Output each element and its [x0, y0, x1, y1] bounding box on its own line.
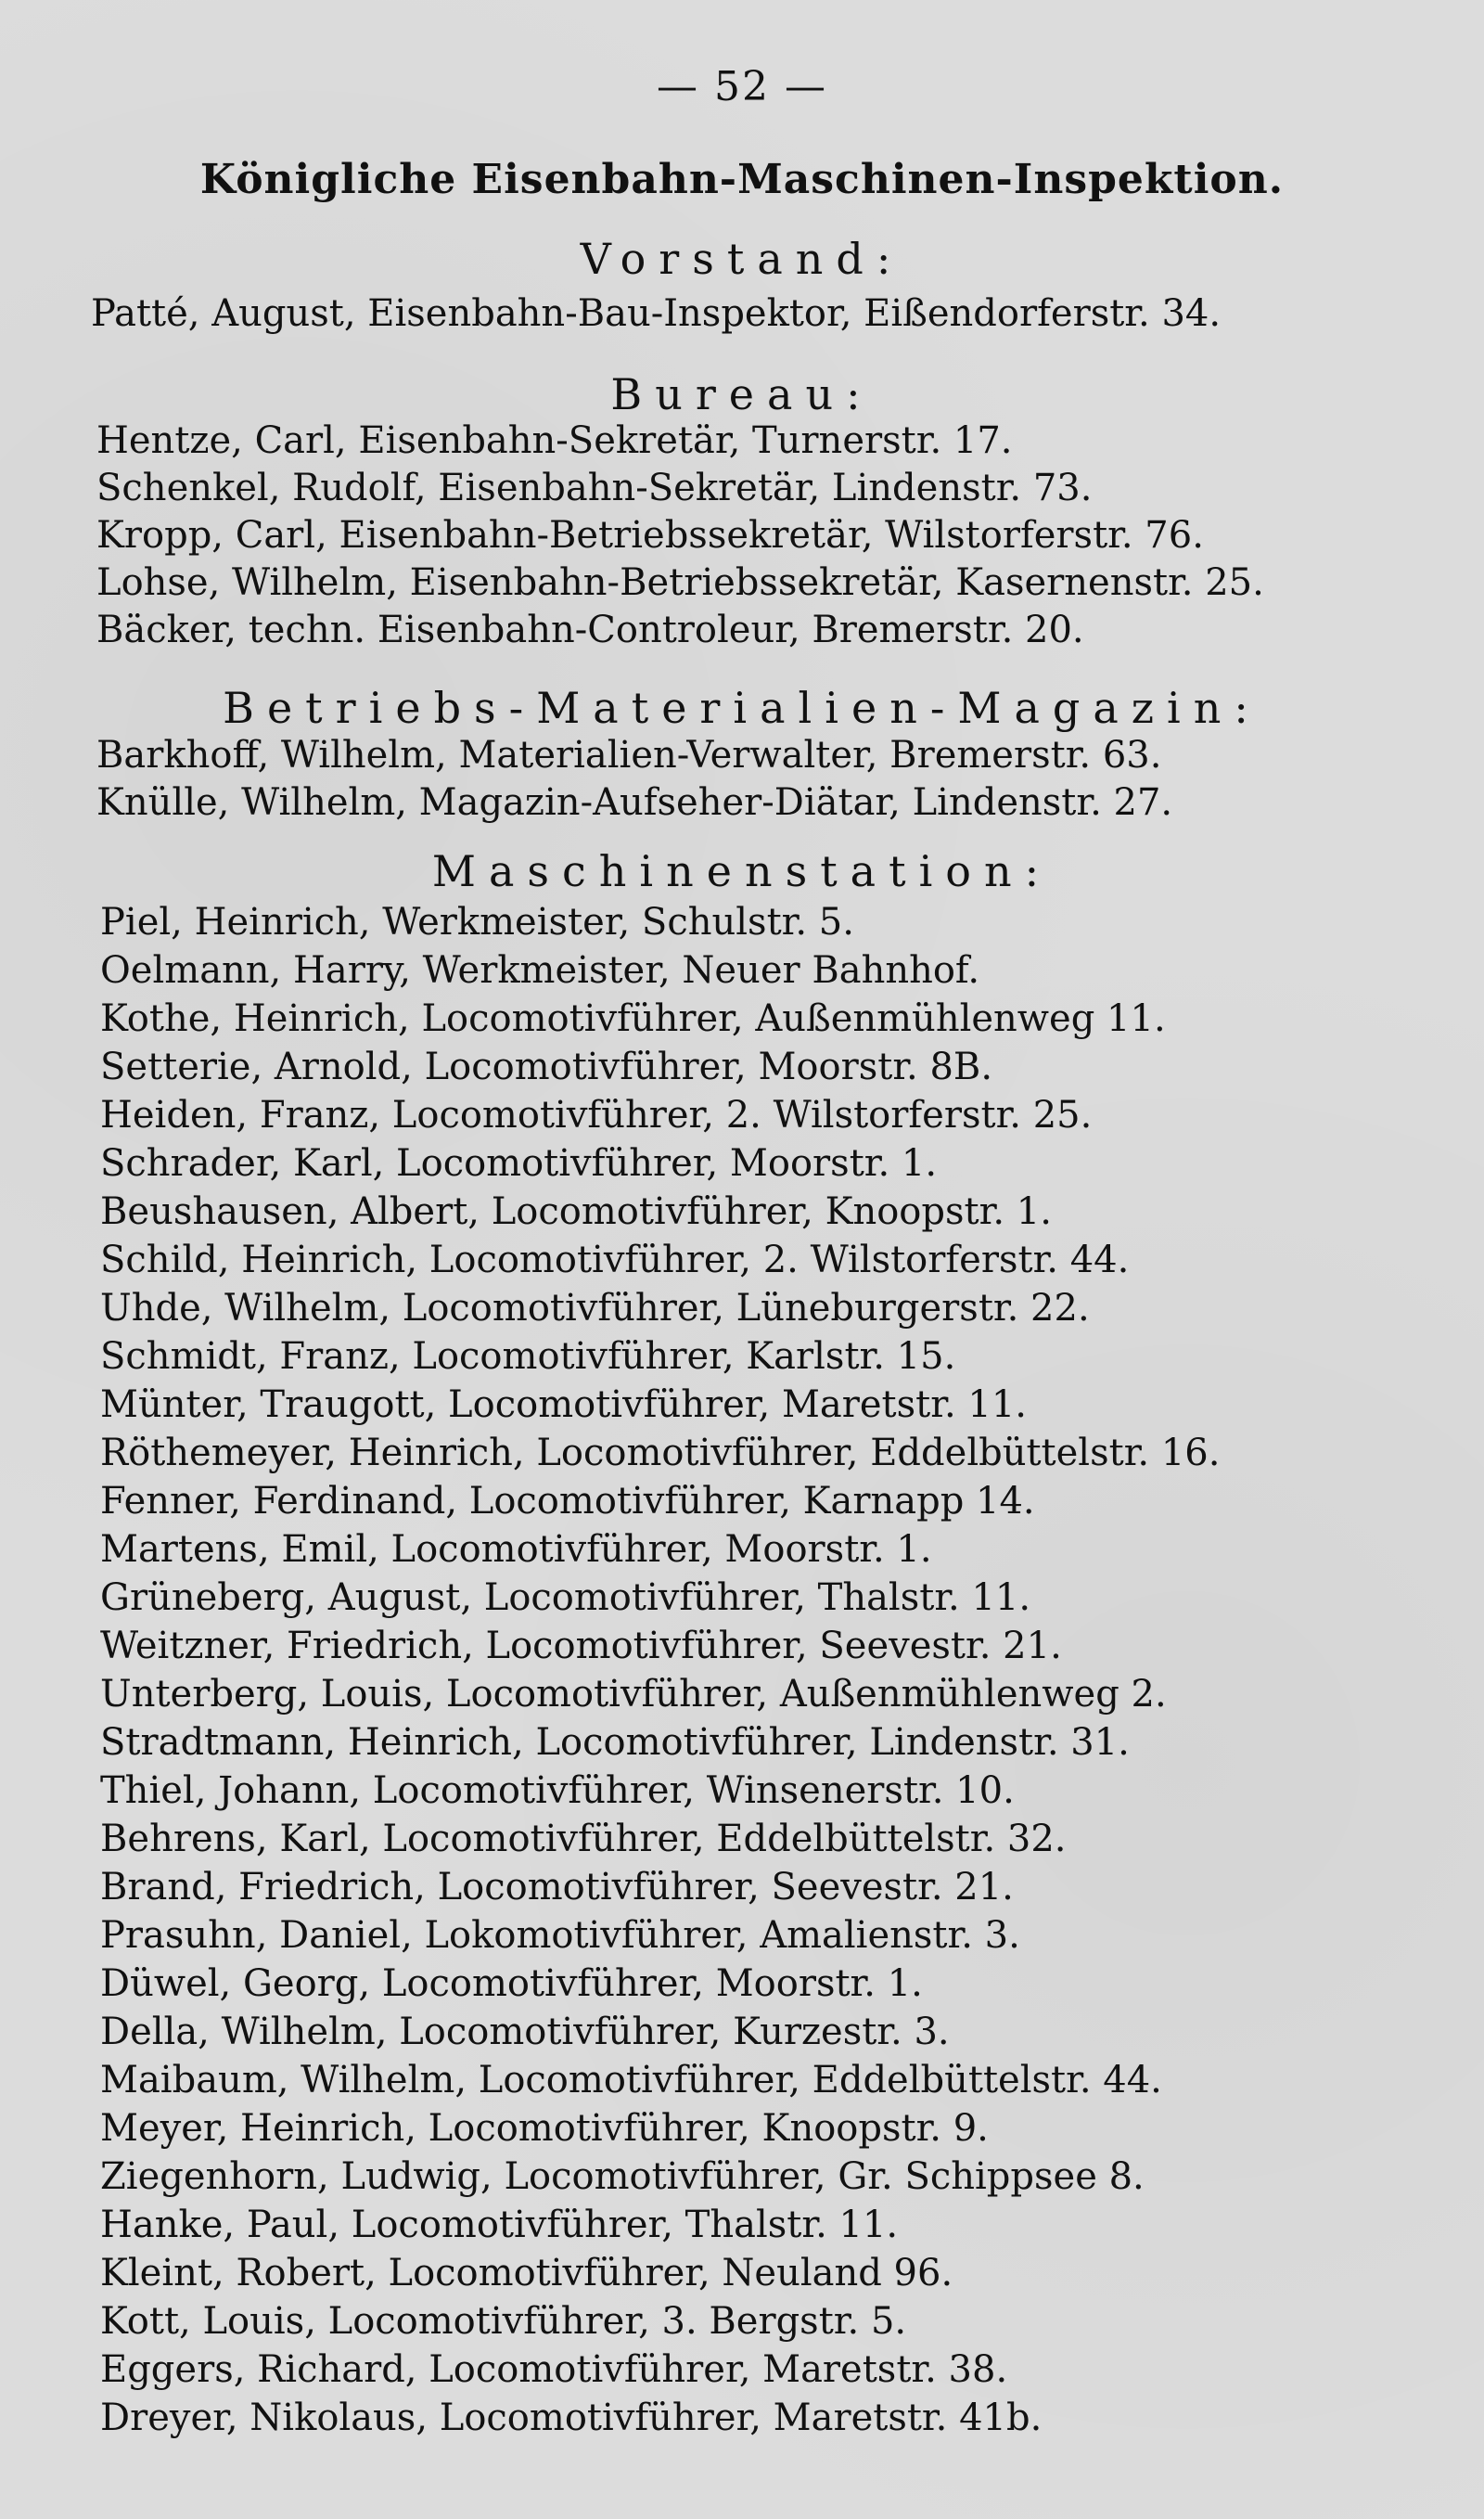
entry-line: Ziegenhorn, Ludwig, Locomotivführer, Gr. Schippsee 8.	[100, 2155, 1145, 2198]
document-heading: Königliche Eisenbahn-Maschinen-Inspektion.	[199, 156, 1285, 203]
entry-line: Schmidt, Franz, Locomotivführer, Karlstr. 15.	[100, 1335, 956, 1378]
entry-line: Kropp, Carl, Eisenbahn-Betriebssekretär, Wilstorferstr. 76.	[96, 514, 1204, 557]
entry-line: Münter, Traugott, Locomotivführer, Maretstr. 11.	[100, 1383, 1027, 1426]
entry-line: Weitzner, Friedrich, Locomotivführer, Seevestr. 21.	[100, 1625, 1062, 1667]
entry-line: Lohse, Wilhelm, Eisenbahn-Betriebssekretär, Kasernenstr. 25.	[96, 561, 1264, 604]
entry-line: Knülle, Wilhelm, Magazin-Aufseher-Diätar, Lindenstr. 27.	[96, 781, 1173, 824]
section-title-maschinenstation: Maschinenstation:	[431, 846, 1053, 896]
entry-line: Fenner, Ferdinand, Locomotivführer, Karnapp 14.	[100, 1480, 1035, 1523]
entry-line: Oelmann, Harry, Werkmeister, Neuer Bahnhof.	[100, 949, 980, 992]
entry-line: Dreyer, Nikolaus, Locomotivführer, Maretstr. 41b.	[100, 2397, 1043, 2439]
entry-line: Beushausen, Albert, Locomotivführer, Knoopstr. 1.	[100, 1190, 1052, 1233]
entry-line: Martens, Emil, Locomotivführer, Moorstr. 1.	[100, 1528, 932, 1571]
entry-line: Schrader, Karl, Locomotivführer, Moorstr. 1.	[100, 1142, 938, 1185]
entry-line: Kleint, Robert, Locomotivführer, Neuland 96.	[100, 2252, 953, 2294]
entry-line: Schenkel, Rudolf, Eisenbahn-Sekretär, Lindenstr. 73.	[96, 467, 1093, 509]
entry-line: Prasuhn, Daniel, Lokomotivführer, Amalienstr. 3.	[100, 1914, 1020, 1957]
entry-line: Stradtmann, Heinrich, Locomotivführer, Lindenstr. 31.	[100, 1721, 1130, 1764]
entry-line: Heiden, Franz, Locomotivführer, 2. Wilstorferstr. 25.	[100, 1094, 1093, 1137]
entry-line: Brand, Friedrich, Locomotivführer, Seevestr. 21.	[100, 1866, 1014, 1909]
entry-line: Uhde, Wilhelm, Locomotivführer, Lüneburgerstr. 22.	[100, 1287, 1090, 1330]
entry-line: Kott, Louis, Locomotivführer, 3. Bergstr. 5.	[100, 2300, 907, 2343]
section-title-magazin: Betriebs-Materialien-Magazin:	[223, 683, 1261, 733]
entry-line: Piel, Heinrich, Werkmeister, Schulstr. 5.	[100, 901, 854, 944]
entry-line: Bäcker, techn. Eisenbahn-Controleur, Bremerstr. 20.	[96, 609, 1084, 651]
entry-line: Grüneberg, August, Locomotivführer, Thalstr. 11.	[100, 1576, 1031, 1619]
section-title-bureau: Bureau:	[610, 369, 874, 419]
entry-line: Kothe, Heinrich, Locomotivführer, Außenmühlenweg 11.	[100, 997, 1166, 1040]
entry-line: Eggers, Richard, Locomotivführer, Maretstr. 38.	[100, 2348, 1008, 2391]
entry-line: Setterie, Arnold, Locomotivführer, Moorstr. 8B.	[100, 1046, 993, 1088]
entry-line: Düwel, Georg, Locomotivführer, Moorstr. 1.	[100, 1962, 923, 2005]
entry-line: Barkhoff, Wilhelm, Materialien-Verwalter, Bremerstr. 63.	[96, 734, 1162, 777]
page-number: — 52 —	[657, 63, 827, 110]
entry-line: Behrens, Karl, Locomotivführer, Eddelbüttelstr. 32.	[100, 1818, 1067, 1860]
entry-line: Hentze, Carl, Eisenbahn-Sekretär, Turnerstr. 17.	[96, 419, 1013, 462]
entry-line: Unterberg, Louis, Locomotivführer, Außenmühlenweg 2.	[100, 1673, 1167, 1716]
entry-line: Schild, Heinrich, Locomotivführer, 2. Wilstorferstr. 44.	[100, 1239, 1130, 1281]
entry-line: Röthemeyer, Heinrich, Locomotivführer, Eddelbüttelstr. 16.	[100, 1432, 1221, 1474]
section-title-vorstand: Vorstand:	[580, 234, 904, 284]
entry-line: Maibaum, Wilhelm, Locomotivführer, Eddelbüttelstr. 44.	[100, 2059, 1162, 2101]
entry-line: Thiel, Johann, Locomotivführer, Winsenerstr. 10.	[100, 1769, 1015, 1812]
entry-line: Hanke, Paul, Locomotivführer, Thalstr. 11.	[100, 2204, 899, 2246]
entry-line: Patté, August, Eisenbahn-Bau-Inspektor, Eißendorferstr. 34.	[91, 292, 1222, 335]
entry-line: Della, Wilhelm, Locomotivführer, Kurzestr. 3.	[100, 2011, 950, 2053]
entry-line: Meyer, Heinrich, Locomotivführer, Knoopstr. 9.	[100, 2107, 989, 2150]
